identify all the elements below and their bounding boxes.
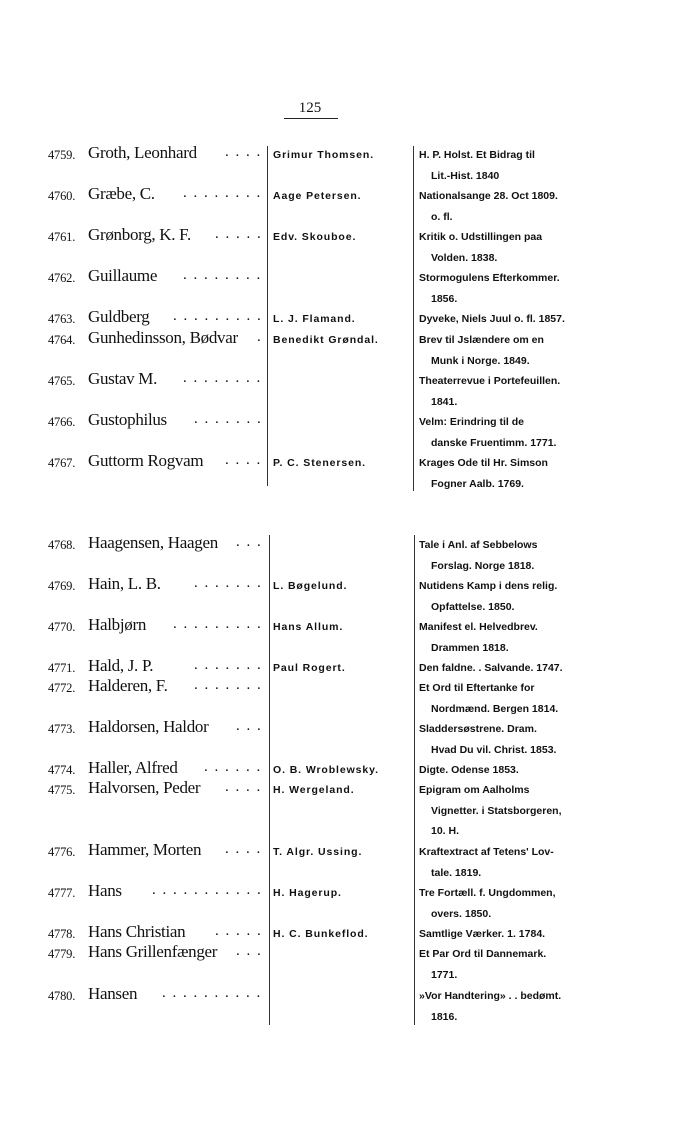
entry-leader-dots: . . . . . . . [194,657,263,673]
entry-pseudonym: Gustophilus [88,410,167,429]
entry-number: 4769. [48,579,76,593]
entry-pseudonym: Haller, Alfred [88,758,178,777]
entry-source-line: Theaterrevue i Portefeuillen. [419,375,561,387]
entry-number: 4771. [48,661,76,675]
entry-pseudonym: Haagensen, Haagen [88,533,218,552]
entry-pseudonym: Hald, J. P. [88,656,154,675]
entry-source-line: H. P. Holst. Et Bidrag til [419,149,535,161]
entry-pseudonym: Halvorsen, Peder [88,778,201,797]
entry-pseudonym: Hans Christian [88,922,186,941]
entry-source [419,883,587,924]
entry-leader-dots: . . . . . . . . . . . [152,882,263,898]
entry-source [419,412,587,453]
entry-source-line: Stormogulens Efterkommer. [419,272,560,284]
entry-source [419,719,587,760]
entry-author: H. Wergeland. [273,784,355,796]
entry-source-line: Vignetter. i Statsborgeren, [431,804,562,817]
entry-source-line: Samtlige Værker. 1. 1784. [419,928,546,940]
entry-author: Edv. Skouboe. [273,231,357,243]
entry-source-line: Volden. 1838. [431,251,498,264]
entry-leader-dots: . . . [236,718,263,734]
entry-leader-dots: . [257,329,263,345]
entry-source-line: 10. H. [431,825,460,837]
entry-author: Hans Allum. [273,621,344,633]
entry-source [419,145,587,186]
entry-leader-dots: . . . . . [215,226,263,242]
entry-source [419,944,587,985]
entry-source-line: Epigram om Aalholms [419,784,530,796]
entry-source-line: overs. 1850. [431,907,492,920]
entry-source-line: Et Ord til Eftertanke for [419,682,535,694]
entry-pseudonym: Grønborg, K. F. [88,225,191,244]
entry-source-line: 1771. [431,968,458,981]
entry-number: 4778. [48,927,76,941]
entry-author: L. Bøgelund. [273,580,348,592]
entry-leader-dots: . . . . . . . . . . [162,985,262,1001]
entry-leader-dots: . . . . . . [204,759,262,775]
entry-author: T. Algr. Ussing. [273,846,363,858]
entry-leader-dots: . . . . . . . . . [173,616,263,632]
entry-source [419,576,587,617]
entry-number: 4772. [48,681,76,695]
entry-leader-dots: . . . . . . . [194,575,263,591]
entry-source-line: Tre Fortæll. f. Ungdommen, [419,887,556,899]
entry-source-line: Kritik o. Udstillingen paa [419,231,543,243]
entry-number: 4770. [48,620,76,634]
entry-number: 4764. [48,333,76,347]
entry-source [419,760,587,781]
entry-source-line: o. fl. [431,210,453,223]
entry-source [419,617,587,658]
entry-source [419,986,587,1027]
entry-source-line: Manifest el. Helvedbrev. [419,621,538,633]
entry-source-line: 1841. [431,395,458,408]
entry-source-line: Brev til Jslændere om en [419,334,544,346]
entry-pseudonym: Hammer, Morten [88,840,202,859]
entry-number: 4762. [48,271,76,285]
entry-source [419,268,587,309]
entry-source-line: Dyveke, Niels Juul o. fl. 1857. [419,313,565,325]
entry-source-line: Forslag. Norge 1818. [431,559,535,572]
entry-pseudonym: Hain, L. B. [88,574,161,593]
entry-pseudonym: Græbe, C. [88,184,155,203]
entry-pseudonym: Halbjørn [88,615,147,634]
entry-author: Grimur Thomsen. [273,149,375,161]
entry-source-line: »Vor Handtering» . . bedømt. [419,990,562,1002]
entry-source [419,658,587,679]
entry-source-line: Nordmænd. Bergen 1814. [431,702,559,715]
entry-source-line: Drammen 1818. [431,641,509,654]
entry-source-line: Krages Ode til Hr. Simson [419,457,548,469]
entry-leader-dots: . . . . [225,452,262,468]
entry-source-line: Lit.-Hist. 1840 [431,169,500,182]
entry-pseudonym: Guldberg [88,307,150,326]
entry-source-line: Nutidens Kamp i dens relig. [419,580,558,592]
entry-pseudonym: Hansen [88,984,138,1003]
entry-author: Aage Petersen. [273,190,362,202]
entry-source [419,453,587,494]
entry-number: 4763. [48,312,76,326]
entry-number: 4759. [48,148,76,162]
entry-leader-dots: . . . [236,943,263,959]
entry-source-line: Opfattelse. 1850. [431,600,515,613]
entry-leader-dots: . . . . . . . [194,411,263,427]
entry-source [419,330,587,371]
entry-source-line: Sladdersøstrene. Dram. [419,723,537,735]
entry-number: 4768. [48,538,76,552]
entry-leader-dots: . . . . . . . [194,677,263,693]
entry-source-line: Fogner Aalb. 1769. [431,477,524,490]
entry-pseudonym: Hans [88,881,122,900]
entry-source-line: tale. 1819. [431,866,482,879]
entry-source [419,535,587,576]
entry-source-line: 1816. [431,1010,458,1023]
entry-pseudonym: Groth, Leonhard [88,143,197,162]
entry-author: H. Hagerup. [273,887,342,899]
entry-author: L. J. Flamand. [273,313,356,325]
entry-source [419,924,587,945]
entry-number: 4775. [48,783,76,797]
entry-source-line: Tale i Anl. af Sebbelows [419,539,538,551]
entry-pseudonym: Guillaume [88,266,158,285]
entry-leader-dots: . . . . [225,841,262,857]
entry-number: 4767. [48,456,76,470]
entry-source-line: Kraftextract af Tetens' Lov- [419,846,554,858]
entry-number: 4766. [48,415,76,429]
page-number: 125 [280,100,340,117]
column-rule-source [413,146,414,491]
entry-source-line: Hvad Du vil. Christ. 1853. [431,743,557,756]
entry-pseudonym: Gunhedinsson, Bødvar [88,328,238,347]
entry-source [419,227,587,268]
entry-source [419,678,587,719]
entry-number: 4774. [48,763,76,777]
entry-author: P. C. Stenersen. [273,457,366,469]
entry-number: 4780. [48,989,76,1003]
entry-leader-dots: . . . . . . . . [183,267,262,283]
entry-leader-dots: . . . . . [215,923,263,939]
entry-number: 4779. [48,947,76,961]
entry-source [419,186,587,227]
entry-source-line: Den faldne. . Salvande. 1747. [419,662,563,674]
entry-source [419,842,587,883]
entry-pseudonym: Haldorsen, Haldor [88,717,209,736]
entry-source-line: Et Par Ord til Dannemark. [419,948,547,960]
entry-author: Benedikt Grøndal. [273,334,379,346]
entry-number: 4761. [48,230,76,244]
entry-leader-dots: . . . . . . . . [183,370,262,386]
entry-leader-dots: . . . [236,534,263,550]
entry-leader-dots: . . . . [225,779,262,795]
entry-source-line: Digte. Odense 1853. [419,764,519,776]
entry-source-line: 1856. [431,292,458,305]
column-rule-author [267,146,268,486]
entry-author: Paul Rogert. [273,662,346,674]
entry-pseudonym: Gustav M. [88,369,158,388]
entry-source-line: danske Fruentimm. 1771. [431,436,557,449]
entry-pseudonym: Halderen, F. [88,676,168,695]
entry-leader-dots: . . . . . . . . [183,185,262,201]
entry-source-line: Munk i Norge. 1849. [431,354,530,367]
entry-author: H. C. Bunkeflod. [273,928,369,940]
entry-pseudonym: Guttorm Rogvam [88,451,204,470]
entry-source-line: Velm: Erindring til de [419,416,525,428]
entry-pseudonym: Hans Grillenfænger [88,942,218,961]
entry-source [419,309,587,330]
entry-number: 4773. [48,722,76,736]
column-rule-source [414,535,415,1025]
entry-source [419,371,587,412]
column-rule-author [269,535,270,1025]
entry-source-line: Nationalsange 28. Oct 1809. [419,190,558,202]
entry-source [419,780,587,842]
entry-number: 4760. [48,189,76,203]
entry-author: O. B. Wroblewsky. [273,764,379,776]
entry-leader-dots: . . . . . . . . . [173,308,263,324]
entry-number: 4765. [48,374,76,388]
entry-number: 4777. [48,886,76,900]
entry-number: 4776. [48,845,76,859]
entry-leader-dots: . . . . [225,144,262,160]
